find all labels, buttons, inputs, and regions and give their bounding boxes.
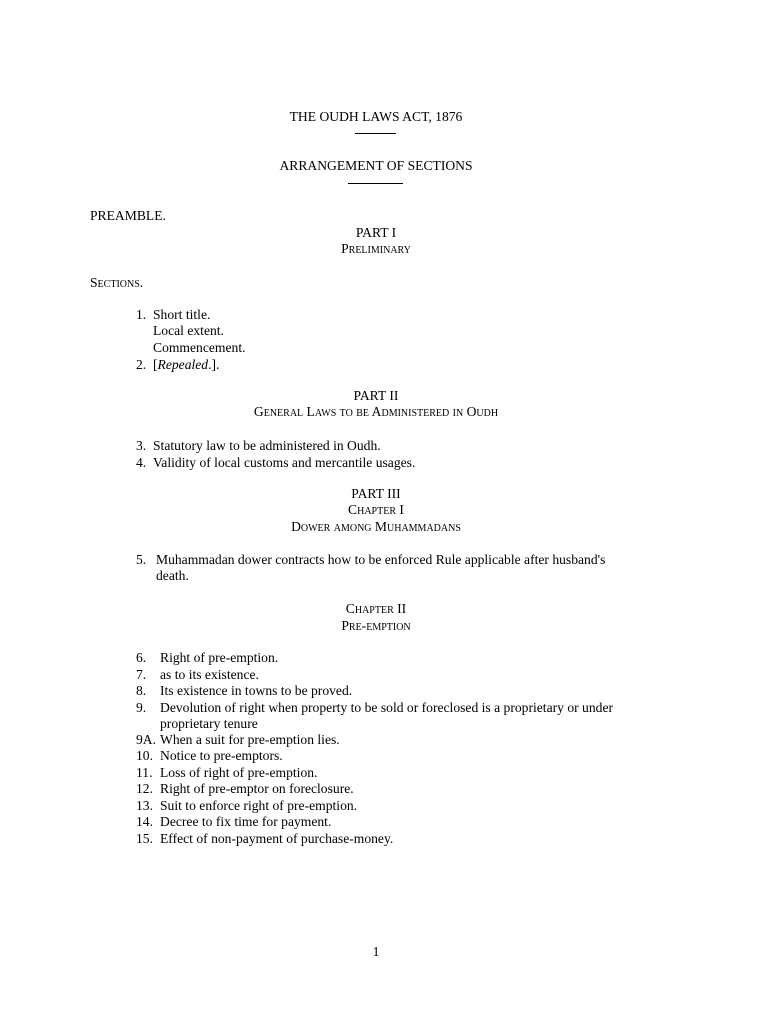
part-2-heading: General Laws to be Administered in Oudh xyxy=(253,404,499,419)
list-item-text: Notice to pre-emptors. xyxy=(160,748,283,763)
list-item-number: 8. xyxy=(136,683,147,698)
list-item-number: 9A. xyxy=(136,732,157,747)
list-item-number: 13. xyxy=(136,798,153,813)
list-item-text: as to its existence. xyxy=(160,667,259,682)
list-item-text: Loss of right of pre-emption. xyxy=(160,765,318,780)
repealed-italic: Repealed xyxy=(157,357,209,372)
title-rule xyxy=(355,133,396,134)
list-item-number: 15. xyxy=(136,831,153,846)
list-item-text-cont: proprietary tenure xyxy=(160,716,258,731)
arrangement-rule xyxy=(348,183,403,184)
section-5-number: 5. xyxy=(136,552,147,567)
list-item-number: 10. xyxy=(136,748,153,763)
list-item-text: Suit to enforce right of pre-emption. xyxy=(160,798,358,813)
list-item-text: Effect of non-payment of purchase-money. xyxy=(160,831,394,846)
list-item-number: 7. xyxy=(136,667,147,682)
chapter-2-label: Chapter II xyxy=(345,601,407,616)
list-item-text: Its existence in towns to be proved. xyxy=(160,683,353,698)
document-title: THE OUDH LAWS ACT, 1876 xyxy=(289,109,463,124)
section-4-number: 4. xyxy=(136,455,147,470)
list-item-text: Devolution of right when property to be sold or foreclosed is a proprietary or under xyxy=(160,700,614,715)
preamble-label: PREAMBLE. xyxy=(90,208,166,223)
chapter-2-heading: Pre-emption xyxy=(341,618,411,633)
arrangement-heading: ARRANGEMENT OF SECTIONS xyxy=(279,158,473,173)
section-4-text: Validity of local customs and mercantile usages. xyxy=(153,455,416,470)
section-5-text-cont: death. xyxy=(156,568,189,583)
list-item-number: 12. xyxy=(136,781,153,796)
list-item-number: 11. xyxy=(136,765,153,780)
list-item-text: When a suit for pre-emption lies. xyxy=(160,732,340,747)
part-3-label: PART III xyxy=(351,486,401,501)
chapter-1-label: Chapter I xyxy=(348,502,404,517)
part-1-heading: Preliminary xyxy=(341,241,411,256)
section-2-number: 2. xyxy=(136,357,147,372)
list-item-number: 9. xyxy=(136,700,147,715)
section-2-text: [Repealed.]. xyxy=(153,357,220,372)
list-item-text: Decree to fix time for payment. xyxy=(160,814,332,829)
list-item-text: Right of pre-emption. xyxy=(160,650,279,665)
section-1-line: Short title. xyxy=(153,307,211,322)
list-item-number: 6. xyxy=(136,650,147,665)
section-3-text: Statutory law to be administered in Oudh. xyxy=(153,438,381,453)
part-1-label: PART I xyxy=(355,225,397,240)
section-3-number: 3. xyxy=(136,438,147,453)
section-1-line: Local extent. xyxy=(153,323,224,338)
part-2-label: PART II xyxy=(353,388,399,403)
chapter-1-heading: Dower among Muhammadans xyxy=(291,519,461,534)
page-number: 1 xyxy=(372,944,380,959)
list-item-number: 14. xyxy=(136,814,153,829)
section-5-text: Muhammadan dower contracts how to be enforced Rule applicable after husband's xyxy=(156,552,606,567)
section-1-number: 1. xyxy=(136,307,147,322)
sections-label: Sections. xyxy=(90,275,144,290)
section-1-line: Commencement. xyxy=(153,340,246,355)
list-item-text: Right of pre-emptor on foreclosure. xyxy=(160,781,354,796)
